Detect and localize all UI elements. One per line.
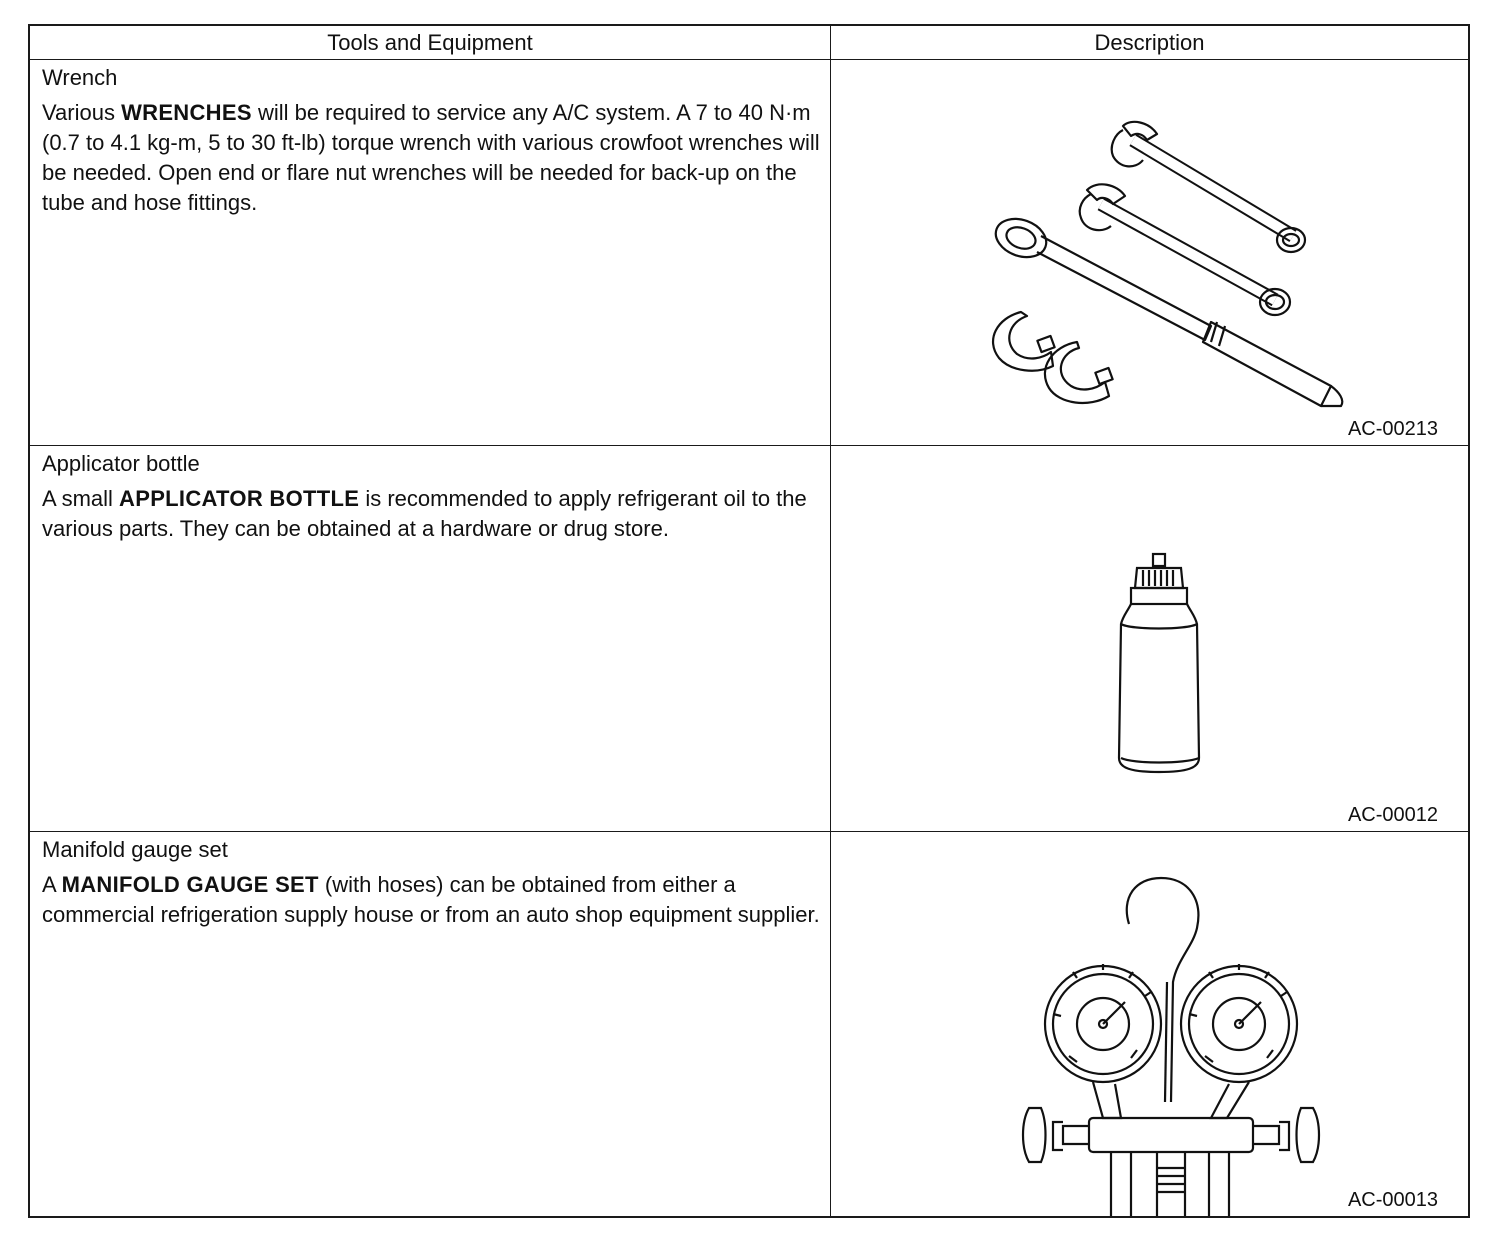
column-header-tools-label: Tools and Equipment — [327, 29, 533, 55]
item-keyword: MANIFOLD GAUGE SET — [61, 872, 319, 897]
table-row-manifold-figure — [831, 832, 1468, 1216]
table-row-applicator-text — [30, 446, 831, 832]
item-keyword: APPLICATOR BOTTLE — [119, 486, 360, 511]
column-header-tools — [30, 26, 831, 60]
item-name: Wrench — [42, 65, 118, 90]
figure-code: AC-00213 — [1347, 418, 1438, 440]
wrench-set-icon — [831, 60, 1468, 446]
figure-code: AC-00013 — [1347, 1189, 1438, 1211]
table-row-manifold-text — [30, 832, 831, 1216]
column-header-description-label: Description — [1094, 29, 1205, 55]
item-name: Applicator bottle — [42, 451, 200, 476]
item-description: Various WRENCHES will be required to service any A/C system. A 7 to 40 N·m (0.7 to 4.1 kg-m, 5 to 30 ft-lb) torque wrench with various crowfoot wrenches will be needed. Open end or flare nut wrenches will be needed for back-up on the tube and hose fittings. — [42, 100, 820, 215]
item-name: Manifold gauge set — [42, 837, 228, 862]
item-keyword: WRENCHES — [121, 100, 252, 125]
table-row-wrench-figure — [831, 60, 1468, 446]
manifold-gauge-set-icon — [831, 832, 1468, 1216]
item-description: A small APPLICATOR BOTTLE is recommended to apply refrigerant oil to the various parts. They can be obtained at a hardware or drug store. — [42, 486, 807, 541]
tools-table — [28, 24, 1470, 1218]
table-row-wrench-text — [30, 60, 831, 446]
figure-code: AC-00012 — [1347, 804, 1438, 826]
item-description: A MANIFOLD GAUGE SET (with hoses) can be obtained from either a commercial refrigeration supply house or from an auto shop equipment supplier. — [42, 872, 820, 927]
column-header-description — [831, 26, 1468, 60]
applicator-bottle-icon — [831, 446, 1468, 832]
table-row-applicator-figure — [831, 446, 1468, 832]
